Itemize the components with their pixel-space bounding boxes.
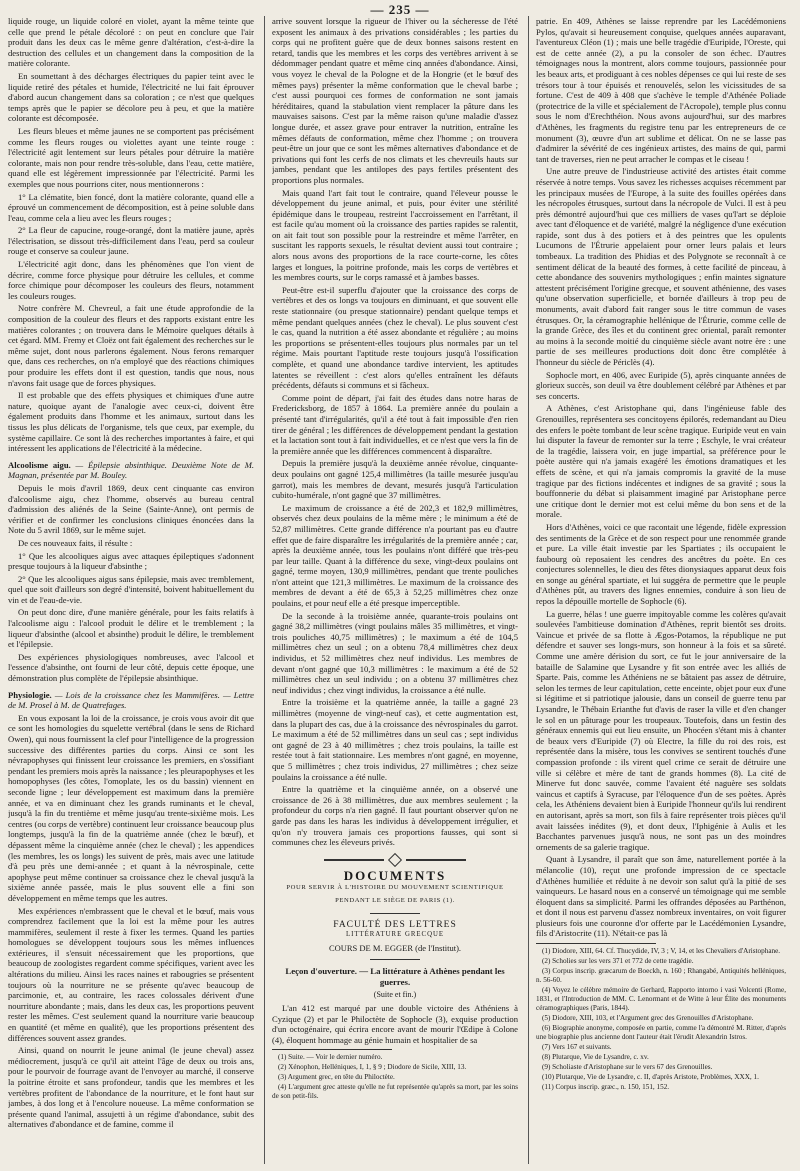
paragraph: Depuis le mois d'avril 1869, deux cent cinquante cas environ d'alcoolisme aigu, chez l'homme, observés au bureau central d'admission des aliénés de la Seine (Sainte-Anne), ont permis de vérifier et de confirmer les conclusions cliniques énoncées dans la Note du 5 avril 1869, sur le même sujet. — [8, 482, 254, 536]
paragraph: De ces nouveaux faits, il résulte : — [18, 537, 133, 548]
paragraph: patrie. En 409, Athènes se laisse reprendre par les Lacédémoniens Pylos, qu'avait si heureusement conquise, quelques années auparavant, l'aventureux Cléon (1) ; mais une belle tragédie d'Euripide, l'Oreste, qui est de cette année (2), a pu la consoler de son échec. D'autres témoignages nous la montrent, alors comme toujours, passionnée pour les beaux arts, et prodiguant à ces nobles dépenses ce qui lui reste de ses trésors tour à tour épuisés et renouvelés, selon les vicissitudes de sa fortune. C'est de 409 à 408 que s'achève le temple d'Athénée Poliade (protectrice de la ville et spécialement de l'Acropole), temple plus connu sous le nom d'Erechthéion. Nous avons aujourd'hui, sur des marbres d'Athènes, les fragments du registre tenu par les entrepreneurs de ce monument (3), œuvre d'un art sublime et délicat. On ne se lasse pas d'admirer la sévérité de ces ingénieux artistes, des mains de qui, parmi tant de traverses, rien ne peut arracher le compas et le ciseau ! — [536, 16, 786, 164]
column-divider — [264, 16, 265, 1164]
column-2 — [272, 16, 518, 1164]
paragraph: Hors d'Athènes, voici ce que racontait une légende, fidèle expression des sentiments de la Grèce et de son respect pour une renommée grande et pure. La ville était investie par les Spartiates ; ils occupaient le faubourg où reposaient les cendres des ancêtres du poète. En ces conjectures solennelles, le dieu des fêtes dionysiaques apparut deux fois en songe au général spartiate, et lui suggéra de permettre que le peuple d'Athènes pût, au travers des lignes ennemies, conduire à son lieu de repos la dépouille mortelle de Sophocle (6). — [536, 521, 786, 607]
footnote: (8) Plutarque, Vie de Lysandre, c. xv. — [542, 1053, 649, 1062]
paragraph: Des expériences physiologiques nombreuses, avec l'alcool et l'essence d'absinthe, ont fourni de leur côté, depuis cette époque, une démonstration plus complète de l'épilepsie absinthique. — [8, 651, 254, 684]
heading-title: Alcoolisme aigu. — [8, 459, 71, 470]
footnote: (11) Corpus inscrip. græc., n. 150, 151, 152. — [542, 1083, 670, 1092]
paragraph: 1° Que les alcooliques aigus avec attaques épileptiques s'adonnent presque toujours à la liqueur d'absinthe ; — [8, 550, 254, 572]
divider — [370, 959, 420, 960]
heading-title: Physiologie. — [8, 689, 52, 700]
column-divider — [528, 16, 529, 1164]
footnote: (4) Voyez le célèbre mémoire de Gerhard, Rapporto intorno i vasi Volcenti (Rome, 1831, et l'Introduction de MM. C. Lenormant et de Witte à leur Élite des monuments céramographiques (Paris, 1844). — [536, 986, 786, 1013]
paragraph: On peut donc dire, d'une manière générale, pour les faits relatifs à l'alcoolisme aigu : l'alcool produit le délire et le tremblement ; la liqueur d'absinthe (alcool et absinthe) produit le délire, le tremblement et l'épilepsie. — [8, 607, 254, 650]
faculty-title: FACULTÉ DES LETTRES — [333, 919, 457, 930]
paragraph: Depuis la première jusqu'à la deuxième année révolue, cinquante-deux poulains ont gagné 125,4 millimètres (la taille mesurée jusqu'au garrot), mais les membres de devant, mesurés jusqu'à l'articulation cubito-humérale, n'ont gagné que 37 millimètres. — [272, 458, 518, 501]
footnote: (6) Biographie anonyme, composée en partie, comme l'a démontré M. Ritter, d'après une biographie plus ancienne dont l'auteur était l'érudit Alexandrin Istros. — [536, 1024, 786, 1042]
paragraph: 2° La fleur de capucine, rouge-orangé, dont la matière jaune, après l'électrisation, se dissout très-difficilement dans l'eau, perd sa couleur rouge et conserve sa couleur jaune. — [8, 225, 254, 257]
footnote: (4) L'argument grec atteste qu'elle ne fut représentée qu'après sa mort, par les soins de son petit-fils. — [272, 1083, 518, 1101]
ornament-divider — [272, 854, 518, 865]
lecture-title: Leçon d'ouverture. — La littérature à Athènes pendant les guerres. — [285, 966, 505, 987]
footnote: (3) Argument grec, en tête du Philoctète. — [278, 1073, 395, 1082]
divider — [370, 913, 420, 914]
footnote-rule — [536, 943, 656, 944]
paragraph: Notre confrère M. Chevreul, a fait une étude approfondie de la composition de la couleur des fleurs et des rapports existant entre les matières colorantes ; on trouvera dans le Mémoire quelques détails à cet égard. MM. Fremy et Cloëz ont fait également des recherches sur le même sujet, dont nous parlerons également. Nous ferons remarquer que, dans ces recherches, on n'a employé que des réactions chimiques pour produire les effets dont il est question, tandis que nous, nous n'avons fait usage que de forces physiques. — [8, 303, 254, 388]
paragraph: La guerre, hélas ! une guerre impitoyable comme les colères qu'avait soulevées l'ambitieuse domination d'Athènes, reprit bientôt ses droits. Vaincue et privée de sa flotte à Ægos-Potamos, la république ne put défendre et sauver ses longs-murs, son honneur à la fois et sa sûreté. Comme une amère dérision du sort, ce fut le jour anniversaire de la bataille de Salamine que Lysandre y fit son entrée avec les alliés de Sparte. Pais, comme les Athéniens ne se bâtaient pas assez de détruire, selon les termes de leur capitulation, cette enceinte, objet pour eux d'une si légitime et si patriotique jalousie, dans un conseil de guerre tenu par Lysandre, le Thébain Erianthe fut d'avis de raser la ville et d'en changer le sol en un pâturage pour les troupeaux. Toutefois, dans un festin des généraux ennemis qui eut lieu ensuite, un Phocéen s'étant mis à chanter de beaux vers d'Euripide (7) où Electre, la fille du roi des rois, est représentée dans la misère, tous les convives se sentirent touchés d'une compassion profonde : ils virent quel crime ce serait de détruire une ville si célèbre et mère de tant de grands hommes (8). La cité de Minerve fut donc sauvée, comme l'avaient été naguère ses soldats vaincus et captifs à Syracuse, par l'éloquence d'un de ses poètes. Après cela, les Athéniens devaient bien à Euripide l'honneur qu'ils lui rendirent en autorisant, après sa mort, son fils à faire représenter trois pièces qu'il avait laissées inédites (9), et dont deux, l'Iphigénie à Aulis et les Bacchantes parvenues jusqu'à nous, ne sont pas un des moindres ornements de sa galerie tragique. — [536, 608, 786, 852]
paragraph: En vous exposant la loi de la croissance, je crois vous avoir dit que ce sont les homologies du squelette vertébral (dans le sens de Richard Owen), qui nous fournissent la clef pour l'intelligence de la progression successive des différentes parties du corps. Ainsi ce sont les névrapophyses qui finissent leur croissance les premiers, en s'ossifiant pendant les premiers mois après la naissance ; les pleurapophyses et les homopophyses (les côtes, l'omoplate, les os du bassin) viennent en seconde ligne ; leur développement est maximum dans la première année, et va en diminuant chez les grands ruminants et le cheval, jusqu'à la fin du trentième et même jusqu'au trente-sixième mois. Les centres (ou corps de vertèbre) continuent leur croissance beaucoup plus longtemps, jusqu'à la fin de la quatrième année (chez le bœuf), et dépassent même la cinquième année (chez le cheval) ; les appendices (les membres, les os longs) les suivent de près, mais avec une latitude d'à peu près une demi-année ; et quant à la névrospinale, cette apophyse peut même continuer sa croissance chez le cheval jusqu'à la sixième année passée, mais le plus souvent elle a fini son développement en même temps que les autres. — [8, 712, 254, 903]
course-title: COURS DE M. EGGER (de l'Institut). — [328, 942, 462, 953]
column-1 — [8, 16, 254, 1164]
paragraph: L'an 412 est marqué par une double victoire des Athéniens à Cyzique (2) et par le Philoctète de Sophocle (3), exquise production d'un octogénaire, qui écrira encore avant de mourir l'Œdipe à Colone (4), éloquent hommage au génie humain et hospitalier de sa — [272, 1003, 518, 1045]
paragraph: Les fleurs bleues et même jaunes ne se comportent pas précisément comme les fleurs rouges ou violettes ayant une teinte rouge : l'électricité agit lentement sur leurs pétales pour détruire la matière colorante, mais non pour rendre très-soluble, dans l'eau, cette matière, quand elle est légèrement impressionnée par l'électricité. Parmi les exemples que nous pourrions citer, nous mentionnerons : — [8, 125, 254, 189]
footnote: (2) Xénophon, Helléniques, I, 1, § 9 ; Diodore de Sicile, XIII, 13. — [278, 1063, 467, 1072]
paragraph: Entre la quatrième et la cinquième année, on a observé une croissance de 26 à 38 millimètres, due aux membres seulement ; la profondeur du corps n'a rien gagné. Il faut pourtant observer qu'on ne garde pas dans les haras les individus à développement irrégulier, et qu'on n'y trouvera jamais ces proportions fausses, qui sont si communes chez les éleveurs privés. — [272, 784, 518, 848]
paragraph: Entre la troisième et la quatrième année, la taille a gagné 23 millimètres (moyenne de vingt-neuf cas), et cette augmentation est, dans la plupart des cas, due à la croissance des névrospinales du garrot. Le maximum a été de 52 millimètres dans un seul cas ; sept individus ont gagné de 23 à 40 millimètres ; chez trois poulains, la taille est restée tout à fait stationnaire. Les membres n'ont gagné, en moyenne, que 5 millimètres ; chez trois individus, 27 millimètres ; chez seize poulains la croissance a été nulle. — [272, 697, 518, 782]
footnote: (10) Plutarque, Vie de Lysandre, c. II, d'après Aristote, Problèmes, XXX, 1. — [542, 1073, 759, 1082]
paragraph: De la seconde à la troisième année, quarante-trois poulains ont gagné 38,2 millimètres (vingt poulains mâles 35 millimètres, et vingt-trois pouliches 40,75 millimètres) ; le maximum a été de 104,5 millimètres chez un seul ; on a obtenu 78,4 millimètres chez deux individus, et 52 millimètres chez neuf individus. Les membres de devant n'ont gagné que 10,3 millimètres : le maximum a été de 52 millimètres chez un seul individu ; on a obtenu 37 millimètres chez neuf individus ; chez vingt individus, la croissance a été nulle. — [272, 610, 518, 695]
footnotes — [536, 947, 786, 1092]
paragraph: A Athènes, c'est Aristophane qui, dans l'ingénieuse fable des Grenouilles, représentera ses concitoyens épilorés, redemandant au Dieu des enfers le poète tombant de leur scène tragique. Euripide veut en vain lui disputer la faveur de remonter sur la terre ; Eschyle, le vrai créateur de la tragédie, laissera voir, en juge impartial, sa préférence pour le poète austère qui n'a jamais exagéré les émotions dramatiques et les effets de scène, et qui n'a jamais compromis la gravité de la muse tragique par des fictions indécentes et indignes de sa gravité ; sous la bouffonnerie du débat si plaisamment imaginé par Aristophane perce une critique dont le dernier mot est celui même du bon sens et de la morale. — [536, 403, 786, 520]
heading-subtitle: — Épilepsie absinthique. Deuxième Note de M. Magnan, présentée par M. Bouley. — [8, 459, 254, 481]
paragraph: Le maximum de croissance a été de 202,3 et 182,9 millimètres, observés chez deux poulains de la même mère ; le minimum a été de 52,87 millimètres. Cette grande différence n'a pourtant pas eu d'autre effet que de faire disparaître les irrégularités de la première année ; car, après la deuxième année, tous les poulains n'ont différé que très-peu par leur taille. Quant à la différence du sexe, vingt-deux poulains ont gagné, terme moyen, 130,9 millimètres, pendant que trente pouliches n'ont atteint que 121,3 millimètres. Le maximum de la croissance des membres de devant a été de 65,3 à 52,25 millimètres chez onze poulains, et pour neuf elle a été presque imperceptible. — [272, 502, 518, 609]
footnote-rule — [272, 1049, 392, 1050]
paragraph: L'électricité agit donc, dans les phénomènes que l'on vient de décrire, comme force physique pour détruire les cellules, et comme force chimique pour décomposer les couleurs des fleurs, notamment les couleurs rouges. — [8, 259, 254, 301]
paragraph: Quant à Lysandre, il paraît que son âme, naturellement portée à la mélancolie (10), reçut une profonde impression de ce spectacle d'Athènes humiliée et réduite à ne devoir son salut qu'à la pitié de ses vainqueurs. Le hasard nous en a conservé un témoignage qui me semble éloquent dans sa simplicité. Parmi les offrandes déposées au Parthénon, et dont il nous est parvenu d'assez nombreux inventaires, on voit figurer plusieurs fois une couronne d'or offerte par le Lacédémonien Lysandre, fils d'Aristocrite (11). N'était-ce pas là — [536, 854, 786, 939]
footnote: (1) Diodore, XIII, 64. Cf. Thucydide, IV, 3 ; V, 14, et les Chevaliers d'Aristophane. — [542, 947, 781, 956]
heading-subtitle: — Lois de la croissance chez les Mammifères. — Lettre de M. Prosel à M. de Quatrefages. — [8, 689, 254, 711]
paragraph: Une autre preuve de l'industrieuse activité des artistes était comme réservée à notre temps. Vous savez les richesses acquises récemment par les principaux musées de l'Europe, à la suite des fouilles opérées dans les nécropoles étrusques, surtout dans la nécropole de Vulci. Il est à peu près démontré aujourd'hui que ces milliers de vases qu'l'art se déploie avec tant d'éloquence et de variété, malgré la négligence d'une exécution rapide, sont dus à des potiers et à des peintres que les opulents Lucumons de l'Étrurie appelaient pour orner leurs palais et leurs tombeaux. La tradition des Phidias et des Polygnote se reconnaît à ce sentiment délicat de la beauté des formes, à cette facilité de pinceau, à cette abondance des souvenirs mythologiques ; enfin maintes signature attestent précisément l'origine grecque, et souvent athénienne, des vases qu'une observation superficielle, et bornée d'ailleurs à trop peu de monuments, avait d'abord fait ranger sous le titre commun de vases étrusques. Or, la céramographie hellénique de l'Étrurie, comme celle de la grande Grèce, des îles et du continent grec oriental, paraît remonter au moins à la seconde moitié du cinquième siècle avant notre ère : une partie de ses meilleures productions doit donc être complétée à l'honneur du siècle de Périclès (4). — [536, 166, 786, 367]
documents-subtitle: PENDANT LE SIÈGE DE PARIS (1). — [335, 896, 455, 904]
footnotes — [272, 1053, 518, 1101]
footnote: (1) Suite. — Voir le dernier numéro. — [278, 1053, 383, 1062]
paragraph: arrive souvent lorsque la rigueur de l'hiver ou la sécheresse de l'été exposent les animaux à des privations considérables ; les parties du corps qui ne profitent guère que de deux bonnes saisons restent en retard, tandis que les membres et les corps des vertèbres arrivent à se dédommager pendant quatre et même cinq années d'abondance. Ainsi, vous voyez le cheval de la Pologne et de la Hongrie (et le bœuf des mêmes pays) présenter la même conformation que le cheval barbe ; c'est aussi pourquoi ces formes de conformation ne sont jamais héréditaires, quand la stabulation vient remplacer la pâture dans les mauvaises saisons. C'est par la même raison qu'une maladie d'assez longue durée, et assez grave pour entraver la nutrition, entraîne les mêmes défauts de conformation, même chez l'homme ; on trouvera peut-être un jour que ce sont les mêmes alternatives d'abondance et de privations qui font les cerfs de nos climats et les chevreuils hauts sur jambes, pendant que les antilopes des pays fertiles présentent des proportions plus normales. — [272, 16, 518, 185]
paragraph: Il est probable que des effets physiques et chimiques d'une autre nature, quoique ayant de l'analogie avec ceux-ci, doivent être également produits dans l'homme et les animaux, surtout dans les tissus les plus délicats de l'organisme, tels que ceux, par exemple, du système capillaire. Ce sont là des recherches importantes à faire, et qui intéressent les applications de l'électricité à la médecine. — [8, 390, 254, 454]
footnote: (3) Corpus inscrip. græcarum de Boeckh, n. 160 ; Rhangabé, Antiquités helléniques, n. 56-60. — [536, 967, 786, 985]
paragraph: Mes expériences n'embrassent que le cheval et le bœuf, mais vous comprendrez facilement que la loi est la même pour les autres mammifères, seulement il reste à fixer les termes. Quand les parties homologues se développent toujours sous les mêmes influences extérieures, il s'ensuit nécessairement que les proportions, que beaucoup de zoologistes regardent comme spécifiques, varient avec les altérations du milieu. Ainsi les races naines et rabougries se présentent toujours où la nourriture ne se présente qu'avec beaucoup de parcimonie, et, au contraire, les races colossales dérivent d'une nourriture abondante ; mais, dans les deux cas, les proportions peuvent rester les mêmes. C'est seulement quand la nourriture varie beaucoup en quantité (et même en qualité), que les proportions présentent des différences souvent assez grandes. — [8, 905, 254, 1043]
footnote: (7) Vers 167 et suivants. — [542, 1043, 612, 1052]
continuation-note: (Suite et fin.) — [373, 989, 417, 999]
documents-title: DOCUMENTS — [343, 867, 447, 883]
paragraph: Ainsi, quand on nourrit le jeune animal (le jeune cheval) assez médiocrement, jusqu'à ce qu'il ait atteint l'âge de deux ou trois ans, pour le pourvoir de fourrage avant de l'envoyer au marché, il conserve la poitrine étroite et sans profondeur, tandis que les membres et les vertèbres profitent de l'abondance de la nourriture, et le font haut sur jambes, à dos long et à l'encolure noueuse. La même conformation se présente quand l'animal, assujetti à un régime d'abondance, subit des alternatives d'abondance et de famine, comme il — [8, 1045, 254, 1130]
section-heading — [8, 690, 254, 711]
page-number: — 235 — — [370, 2, 430, 17]
footnote: (9) Scholiaste d'Aristophane sur le vers 67 des Grenouilles. — [542, 1063, 713, 1072]
paragraph: Mais quand l'art fait tout le contraire, quand l'éleveur pousse le développement du jeune animal, et puis, pour éviter une stérilité épidémique dans le troupeau, restreint l'accroissement en l'arrêtant, il est facile qu'au moment où la croissance des parties rapides se ralentit, on ait fait tout son possible pour la restreindre et même l'arrêter, en suscitant les rapports sexuels, le résultat devient aussi tout contraire ; alors nous avons des proportions de la race courte-corne, les côtes larges et longues, la poitrine profonde, mais les corps de vertèbres et les membres courts, sur le corps ramassé et à jambes basses. — [272, 187, 518, 283]
column-3 — [536, 16, 786, 1164]
footnote: (5) Diodore, XIII, 103, et l'Argument grec des Grenouilles d'Aristophane. — [542, 1014, 754, 1023]
paragraph: liquide rouge, un liquide coloré en violet, ayant la même teinte que celle que prend le pétale décoloré : on peut en conclure que l'air produit dans les deux cas le même genre d'altération, c'est-à-dire la destruction des cellules et un changement dans la composition de la matière colorante. — [8, 16, 254, 69]
documents-subtitle: POUR SERVIR À L'HISTOIRE DU MOUVEMENT SCIENTIFIQUE — [286, 884, 504, 892]
section-heading — [8, 460, 254, 481]
paragraph: 2° Que les alcooliques aigus sans épilepsie, mais avec tremblement, quel que soit d'ailleurs son degré d'intensité, boivent habituellement du vin et de l'eau-de-vie. — [8, 573, 254, 605]
paragraph: 1° La clématite, bien foncé, dont la matière colorante, quand elle a éprouvé un commencement de décomposition, est à peine soluble dans l'eau, comme cela a lieu avec les fleurs rouges ; — [8, 191, 254, 223]
footnote: (2) Scholies sur les vers 371 et 772 de cette tragédie. — [542, 957, 694, 966]
paragraph: Comme point de départ, j'ai fait des études dans notre haras de Fredericksborg, de 1857 à 1864. La première année du poulain a présenté tant d'irrégularités, qu'il a été tout à fait impossible d'en rien tirer de général ; les différences de développement pendant la gestation et la lactation sont tout à fait individuelles, et ce n'est que vers la fin de la première année que les différences commencent à disparaître. — [272, 392, 518, 456]
paragraph: Sophocle mort, en 406, avec Euripide (5), après cinquante années de glorieux succès, son deuil va être doublement célébré par Athènes et par ses concerts. — [536, 369, 786, 401]
paragraph: En soumettant à des décharges électriques du papier teint avec le liquide retiré des pétales et humide, l'électricité ne lui fait éprouver d'abord aucun changement dans sa coloration ; ce n'est que quelques temps après que le papier se décolore peu à peu, et que la matière colorante est décomposée. — [8, 70, 254, 124]
course-subject: LITTÉRATURE GRECQUE — [345, 931, 445, 939]
paragraph: Peut-être est-il superflu d'ajouter que la croissance des corps de vertèbres et des os longs va toujours en diminuant, et que souvent elle reste stationnaire (ou presque stationnaire) pendant quelque temps et même pendant quelques années (chez le cheval). Le plus souvent c'est le cas, quand la nutrition a été assez abondante et régulière ; au moins les proportions se présentent-elles toujours plus normales par un tel régime. Mais pourtant l'aptitude reste toujours jusqu'à l'ossification complète, et quand une abondance tardive intervient, les aptitudes latentes se réveillent : c'est alors qu'elles entraînent les défauts précédents, défauts si communs et si fâcheux. — [272, 284, 518, 391]
